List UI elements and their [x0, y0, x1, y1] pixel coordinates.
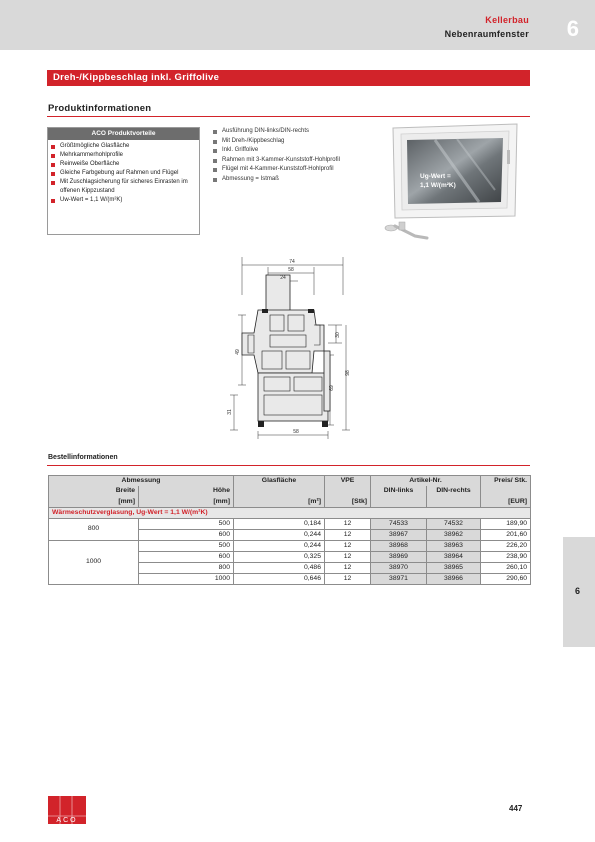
cell-din-links: 38968: [371, 540, 427, 551]
cell-vpe: 12: [325, 518, 371, 529]
cell-hoehe: 500: [139, 518, 234, 529]
unit-hoehe: [mm]: [139, 497, 234, 508]
unit-glas: [m²]: [234, 497, 325, 508]
feature-item: Inkl. Griffolive: [213, 146, 383, 156]
cell-preis: 189,90: [481, 518, 531, 529]
cell-glas: 0,486: [234, 562, 325, 573]
cell-vpe: 12: [325, 540, 371, 551]
cell-preis: 260,10: [481, 562, 531, 573]
cell-din-links: 38969: [371, 551, 427, 562]
advantage-item: Gleiche Farbgebung auf Rahmen und Flügel: [51, 169, 196, 178]
feature-item: Ausführung DIN-links/DIN-rechts: [213, 127, 383, 137]
aco-logo: [48, 796, 86, 824]
cell-glas: 0,325: [234, 551, 325, 562]
dim-label: 31: [227, 409, 233, 415]
table-header-row: [49, 486, 531, 497]
cell-hoehe: 500: [139, 540, 234, 551]
col-header-preis: Preis/ Stk.: [481, 476, 531, 487]
advantages-title: ACO Produktvorteile: [48, 128, 199, 140]
dim-label: 74: [289, 259, 295, 265]
dim-label: 58: [293, 429, 299, 435]
advantage-item: Uw-Wert = 1,1 W/(m²K): [51, 196, 196, 205]
advantage-item: Größtmögliche Glasfläche: [51, 142, 196, 151]
cell-din-rechts: 38965: [427, 562, 481, 573]
feature-item: Mit Dreh-/Kippbeschlag: [213, 137, 383, 147]
header-category: Kellerbau: [485, 15, 529, 25]
table-row: [49, 518, 531, 529]
cell-din-links: 74533: [371, 518, 427, 529]
cell-glas: 0,184: [234, 518, 325, 529]
unit-breite: [mm]: [49, 497, 139, 508]
col-header-abmessung: Abmessung: [49, 476, 234, 487]
col-header-artikel: Artikel-Nr.: [371, 476, 481, 487]
cell-breite: 800: [49, 518, 139, 540]
cell-din-links: 38970: [371, 562, 427, 573]
feature-list: [213, 127, 383, 184]
unit-vpe: [Stk]: [325, 497, 371, 508]
cell-din-links: 38971: [371, 573, 427, 584]
advantages-list: [48, 140, 199, 205]
order-table: [48, 475, 531, 585]
cell-glas: 0,244: [234, 540, 325, 551]
table-header-row: [49, 497, 531, 508]
table-row: [49, 540, 531, 551]
col-header-glasflaeche: Glasfläche: [234, 476, 325, 487]
cell-preis: 238,90: [481, 551, 531, 562]
header-subcategory: Nebenraumfenster: [444, 29, 529, 39]
page-number: 447: [509, 804, 523, 813]
product-title: Dreh-/Kippbeschlag inkl. Griffolive: [53, 72, 220, 83]
cell-vpe: 12: [325, 529, 371, 540]
dim-label: 98: [345, 370, 351, 376]
dim-label: 30: [335, 332, 341, 338]
section-title-order-info: Bestellinformationen: [48, 454, 118, 461]
cell-preis: 290,60: [481, 573, 531, 584]
advantage-item: Reinweiße Oberfläche: [51, 160, 196, 169]
cell-hoehe: 600: [139, 551, 234, 562]
chapter-side-tab[interactable]: [563, 537, 595, 647]
feature-item: Flügel mit 4-Kammer-Kunststoff-Hohlprofil: [213, 165, 383, 175]
advantage-item: Mehrkammerhohlprofile: [51, 151, 196, 160]
col-header-hoehe: Höhe: [139, 486, 234, 497]
cell-hoehe: 1000: [139, 573, 234, 584]
cell-hoehe: 600: [139, 529, 234, 540]
dim-label: 49: [235, 349, 241, 355]
table-subheader-row: [49, 507, 531, 518]
col-header-din-rechts: DIN-rechts: [427, 486, 481, 497]
page-header: [0, 0, 595, 50]
photo-uvalue-label: Ug-Wert = 1,1 W/(m²K): [420, 173, 456, 189]
svg-text:ACO: ACO: [56, 817, 78, 824]
handle-icon: [385, 222, 427, 238]
col-header-din-links: DIN-links: [371, 486, 427, 497]
cell-preis: 226,20: [481, 540, 531, 551]
cell-vpe: 12: [325, 562, 371, 573]
cell-din-rechts: 38964: [427, 551, 481, 562]
section-divider: [47, 465, 530, 466]
profile-cross-section-drawing: [218, 255, 363, 440]
cell-hoehe: 800: [139, 562, 234, 573]
product-title-bar: [47, 70, 530, 86]
dim-label: 24: [280, 275, 286, 281]
chapter-number: 6: [566, 16, 579, 41]
cell-breite: 1000: [49, 540, 139, 584]
section-title-product-info: Produktinformationen: [48, 103, 152, 114]
cell-glas: 0,244: [234, 529, 325, 540]
cell-din-rechts: 38963: [427, 540, 481, 551]
feature-item: Rahmen mit 3-Kammer-Kunststoff-Hohlprofil: [213, 156, 383, 166]
col-header-vpe: VPE: [325, 476, 371, 487]
dim-label: 69: [329, 385, 335, 391]
col-header-breite: Breite: [49, 486, 139, 497]
unit-preis: [EUR]: [481, 497, 531, 508]
cell-din-rechts: 38962: [427, 529, 481, 540]
side-tab-number: 6: [575, 586, 581, 596]
glazing-subheader: Wärmeschutzverglasung, Ug-Wert = 1,1 W/(m²K): [49, 507, 531, 518]
dim-label: 58: [288, 267, 294, 273]
table-header-row: [49, 476, 531, 487]
cell-glas: 0,646: [234, 573, 325, 584]
cell-vpe: 12: [325, 573, 371, 584]
cell-din-links: 38967: [371, 529, 427, 540]
advantage-item: Mit Zuschlagsicherung für sicheres Einrasten im offenen Kippzustand: [51, 178, 196, 196]
cell-vpe: 12: [325, 551, 371, 562]
advantages-box: [47, 127, 200, 235]
cell-din-rechts: 74532: [427, 518, 481, 529]
cell-preis: 201,60: [481, 529, 531, 540]
feature-item: Abmessung = Istmaß: [213, 175, 383, 185]
cell-din-rechts: 38966: [427, 573, 481, 584]
section-divider: [47, 116, 530, 117]
